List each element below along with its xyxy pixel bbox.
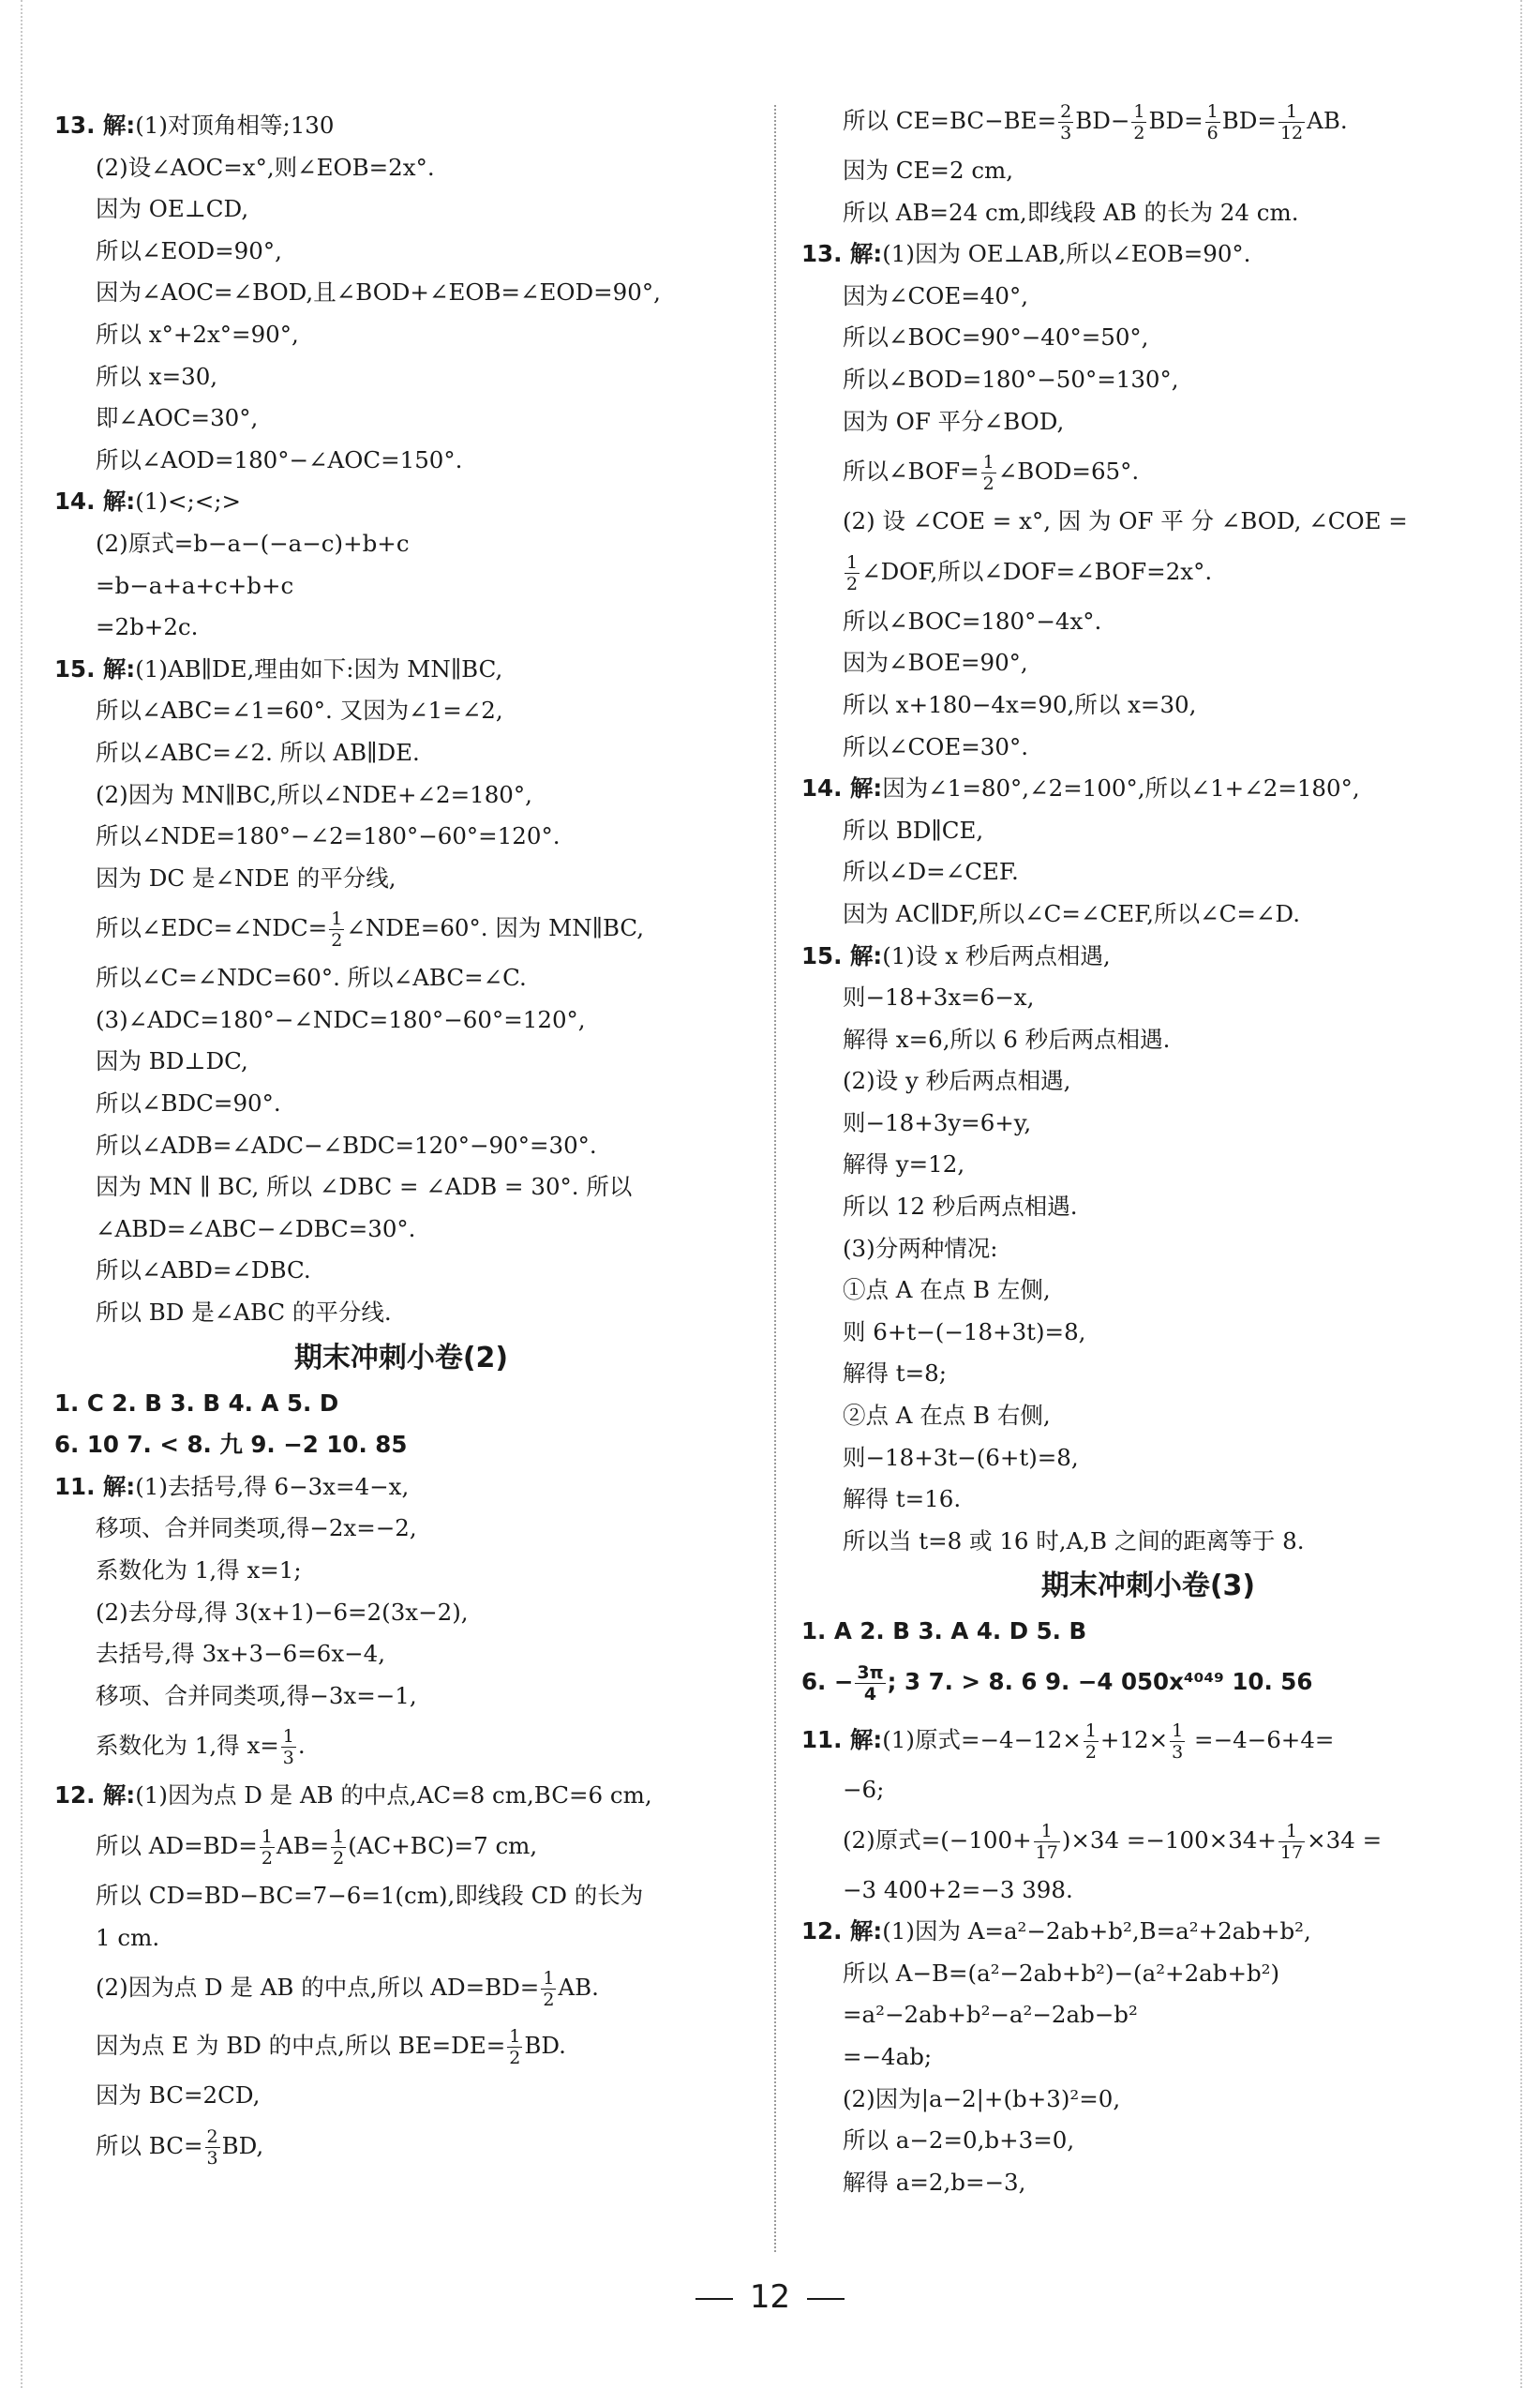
text: 所以 AD=BD=: [96, 1831, 258, 1859]
text-line: 移项、合并同类项,得−2x=−2,: [96, 1514, 417, 1542]
numerator: 2: [206, 2125, 218, 2147]
choice-answers: 1. C 2. B 3. B 4. A 5. D: [54, 1389, 339, 1417]
text: ∠NDE=60°. 因为 MN∥BC,: [346, 914, 645, 942]
q15-line: [801, 936, 1495, 978]
text-line: 所以 A−B=(a²−2ab+b²)−(a²+2ab+b²): [843, 1959, 1280, 1987]
numerator: 1: [1084, 1720, 1097, 1741]
text-line: (3)分两种情况:: [843, 1234, 998, 1262]
text: (1)原式=−4−12×: [882, 1726, 1082, 1753]
numerator: 3π: [857, 1661, 884, 1683]
numerator: 1: [1034, 1821, 1060, 1842]
text-line: 所以 a−2=0,b+3=0,: [843, 2126, 1075, 2155]
q11-number: 11. 解:: [801, 1726, 883, 1753]
text: .: [297, 1732, 306, 1760]
numerator: 1: [1278, 101, 1305, 123]
fraction: [260, 1826, 275, 1869]
q12-line: [54, 1775, 748, 1817]
text-line: 所以 BD 是∠ABC 的平分线.: [96, 1299, 392, 1327]
answer-text: (1)因为 OE⊥AB,所以∠EOB=90°.: [882, 240, 1251, 268]
fraction: [1034, 1821, 1060, 1863]
q14-number: 14. 解:: [54, 488, 136, 516]
text-line: 去括号,得 3x+3−6=6x−4,: [96, 1640, 386, 1668]
q15-number: 15. 解:: [801, 941, 883, 969]
fraction: [541, 1968, 556, 2010]
fraction-line: [801, 1811, 1495, 1870]
fraction: [845, 552, 860, 594]
text-line: 因为 MN ∥ BC, 所以 ∠DBC = ∠ADB = 30°. 所以: [96, 1173, 633, 1201]
text-line: (2)设∠AOC=x°,则∠EOB=2x°.: [96, 153, 435, 181]
text-line: ∠ABD=∠ABC−∠DBC=30°.: [96, 1214, 416, 1242]
q15-number: 15. 解:: [54, 654, 136, 683]
text-line: 即∠AOC=30°,: [96, 404, 259, 432]
fraction: [205, 2126, 220, 2169]
q14-line: [801, 768, 1495, 810]
text-line: (3)∠ADC=180°−∠NDC=180°−60°=120°,: [96, 1005, 586, 1033]
text-line: 所以∠ABD=∠DBC.: [96, 1256, 311, 1284]
scan-edge-right: [1520, 0, 1522, 2388]
denominator: 3: [1060, 123, 1072, 143]
denominator: 2: [982, 473, 994, 495]
text: ; 3 7. > 8. 6 9. −4 050x⁴⁰⁴⁹ 10. 56: [887, 1668, 1313, 1695]
text: BD=: [1148, 107, 1204, 134]
text-line: 因为 OE⊥CD,: [96, 195, 249, 223]
text-line: 解得 x=6,所以 6 秒后两点相遇.: [843, 1025, 1171, 1053]
numerator: 1: [1172, 1720, 1184, 1741]
answer-text: (1)AB∥DE,理由如下:因为 MN∥BC,: [135, 654, 503, 683]
fraction-line: [54, 2017, 748, 2075]
denominator: 4: [863, 1683, 877, 1705]
text-line: 则 6+t−(−18+3t)=8,: [843, 1317, 1086, 1345]
text-line: −3 400+2=−3 398.: [843, 1875, 1073, 1903]
text-line: 因为 OF 平分∠BOD,: [843, 407, 1065, 435]
q15-solution-a: [54, 690, 748, 899]
q13-number: 13. 解:: [801, 240, 883, 268]
text-line: 因为 BC=2CD,: [96, 2081, 261, 2110]
numerator: 1: [543, 1968, 555, 1990]
numerator: 2: [1060, 101, 1072, 122]
q15-solution: [801, 977, 1495, 1562]
denominator: 3: [1172, 1742, 1184, 1763]
numerator: 1: [261, 1825, 273, 1847]
text-line: 所以 AB=24 cm,即线段 AB 的长为 24 cm.: [843, 198, 1299, 226]
text-line: (2)设 y 秒后两点相遇,: [843, 1067, 1071, 1095]
fraction: [1205, 101, 1220, 143]
text-line: 1 cm.: [96, 1923, 160, 1951]
answer-text: (1)去括号,得 6−3x=4−x,: [135, 1472, 410, 1500]
text-line: 所以∠AOD=180°−∠AOC=150°.: [96, 445, 463, 473]
text-line: 所以∠C=∠NDC=60°. 所以∠ABC=∠C.: [96, 964, 527, 992]
fraction: [1278, 101, 1305, 143]
q11-line: [801, 1711, 1495, 1769]
text-line: (2) 设 ∠COE = x°, 因 为 OF 平 分 ∠BOD, ∠COE =: [843, 507, 1408, 535]
dash: [807, 2298, 845, 2300]
text: 所以∠EDC=∠NDC=: [96, 914, 328, 942]
text: ∠BOD=65°.: [997, 458, 1140, 486]
denominator: 17: [1279, 1841, 1304, 1863]
numerator: 1: [509, 2026, 521, 2048]
fraction-line: [801, 543, 1495, 601]
text-line: 因为∠AOC=∠BOD,且∠BOD+∠EOB=∠EOD=90°,: [96, 278, 661, 307]
fraction: [1058, 101, 1073, 143]
text-line: 则−18+3t−(6+t)=8,: [843, 1443, 1079, 1471]
text-line: 解得 t=8;: [843, 1359, 948, 1388]
text: 所以 BC=: [96, 2131, 203, 2159]
denominator: 3: [206, 2147, 218, 2169]
numerator: 1: [1278, 1821, 1305, 1842]
denominator: 17: [1035, 1841, 1058, 1863]
text-line: =−4ab;: [843, 2042, 933, 2070]
numerator: 1: [1206, 101, 1219, 122]
q15-solution-b: [54, 957, 748, 1333]
text: 因为点 E 为 BD 的中点,所以 BE=DE=: [96, 2032, 506, 2060]
text: AB.: [1307, 107, 1348, 134]
text: BD.: [524, 2032, 566, 2060]
text-line: 所以∠COE=30°.: [843, 732, 1028, 760]
text-line: 所以∠NDE=180°−∠2=180°−60°=120°.: [96, 822, 561, 850]
text-line: 因为∠BOE=90°,: [843, 649, 1028, 677]
page-number: [0, 2278, 1540, 2316]
q12-continued: [801, 150, 1495, 233]
text-line: 所以当 t=8 或 16 时,A,B 之间的距离等于 8.: [843, 1526, 1305, 1554]
numerator: 1: [282, 1726, 294, 1748]
text-line: 解得 a=2,b=−3,: [843, 2168, 1026, 2196]
text: 所以 CE=BC−BE=: [843, 107, 1057, 134]
scan-edge-left: [21, 0, 22, 2388]
text: BD,: [221, 2131, 264, 2159]
text-line: (2)因为|a−2|+(b+3)²=0,: [843, 2084, 1121, 2112]
q13-line: [54, 105, 748, 147]
text: BD−: [1075, 107, 1130, 134]
fraction-line: [801, 443, 1495, 501]
fraction: [855, 1662, 885, 1705]
text-line: 所以∠BDC=90°.: [96, 1089, 281, 1118]
text-line: 所以 BD∥CE,: [843, 816, 984, 844]
fraction: [981, 452, 996, 494]
text-line: 所以∠BOC=90°−40°=50°,: [843, 323, 1149, 352]
numerator: 1: [331, 909, 343, 930]
numerator: 1: [846, 551, 859, 573]
text-line: 因为 DC 是∠NDE 的平分线,: [96, 864, 396, 892]
answer-text: (1)设 x 秒后两点相遇,: [882, 941, 1111, 969]
denominator: 12: [1279, 123, 1304, 143]
denominator: 3: [282, 1748, 294, 1769]
text-line: 则−18+3y=6+y,: [843, 1108, 1032, 1136]
fraction: [1131, 101, 1146, 143]
text-line: 所以∠BOC=180°−4x°.: [843, 607, 1102, 635]
text-line: 所以∠ABC=∠1=60°. 又因为∠1=∠2,: [96, 697, 503, 725]
q13-solution: [801, 276, 1495, 443]
text-line: 因为 AC∥DF,所以∠C=∠CEF,所以∠C=∠D.: [843, 899, 1300, 927]
text: BD=: [1221, 107, 1277, 134]
text-line: =2b+2c.: [96, 613, 199, 641]
denominator: 2: [1133, 123, 1145, 143]
right-column: [801, 101, 1495, 2203]
text-line: 因为 BD⊥DC,: [96, 1047, 248, 1075]
text-line: 则−18+3x=6−x,: [843, 984, 1035, 1012]
text-line: 所以∠ABC=∠2. 所以 AB∥DE.: [96, 738, 420, 766]
denominator: 2: [261, 1847, 273, 1869]
q11-line: [54, 1466, 748, 1509]
text-line: 所以 12 秒后两点相遇.: [843, 1193, 1078, 1221]
denominator: 2: [333, 1847, 345, 1869]
column-divider: [774, 105, 776, 2252]
fraction: [331, 1826, 346, 1869]
fraction-line: [54, 2117, 748, 2175]
fraction: [1170, 1720, 1185, 1763]
fraction: [1278, 1821, 1305, 1863]
text-line: ②点 A 在点 B 右侧,: [843, 1402, 1051, 1430]
text-line: 所以∠D=∠CEF.: [843, 858, 1019, 886]
section-title-2: 期末冲刺小卷(2): [293, 1341, 509, 1374]
text-line: 所以 CD=BD−BC=7−6=1(cm),即线段 CD 的长为: [96, 1881, 644, 1909]
dash: [695, 2298, 733, 2300]
text: )×34 =−100×34+: [1061, 1825, 1277, 1854]
denominator: 6: [1206, 123, 1219, 143]
q12-line: [801, 1911, 1495, 1953]
numerator: 1: [982, 452, 994, 473]
fraction-line: [54, 899, 748, 957]
q14-solution: [54, 523, 748, 649]
text-line: 系数化为 1,得 x=1;: [96, 1556, 302, 1584]
text: =−4−6+4=: [1187, 1726, 1335, 1753]
text: (AC+BC)=7 cm,: [348, 1831, 538, 1859]
text: 6. −: [801, 1668, 854, 1695]
q15-line: [54, 649, 748, 691]
fraction-line: [54, 1717, 748, 1775]
q14-number: 14. 解:: [801, 774, 883, 803]
denominator: 2: [543, 1990, 555, 2011]
text: 所以∠BOF=: [843, 458, 979, 486]
text-line: =b−a+a+c+b+c: [96, 571, 294, 599]
denominator: 2: [509, 2048, 521, 2069]
fraction-line: [54, 1959, 748, 2017]
q14-solution: [801, 810, 1495, 936]
denominator: 2: [331, 930, 343, 952]
text-line: (2)因为 MN∥BC,所以∠NDE+∠2=180°,: [96, 780, 532, 808]
fraction: [507, 2026, 522, 2068]
q12-number: 12. 解:: [801, 1917, 883, 1945]
text-line: 所以∠EOD=90°,: [96, 236, 282, 264]
text-line: (2)原式=b−a−(−a−c)+b+c: [96, 529, 410, 557]
numerator: 1: [333, 1825, 345, 1847]
text-line: 所以∠BOD=180°−50°=130°,: [843, 365, 1179, 393]
text: (2)因为点 D 是 AB 的中点,所以 AD=BD=: [96, 1974, 540, 2002]
fraction: [1084, 1720, 1099, 1763]
text-line: −6;: [843, 1776, 885, 1803]
text: (2)原式=(−100+: [843, 1825, 1032, 1854]
text-line: ①点 A 在点 B 左侧,: [843, 1276, 1051, 1304]
fraction: [281, 1726, 296, 1768]
answer-text: (1)因为 A=a²−2ab+b²,B=a²+2ab+b²,: [882, 1917, 1311, 1945]
q12-number: 12. 解:: [54, 1781, 136, 1810]
text-line: 因为 CE=2 cm,: [843, 157, 1014, 184]
page-number-text: 12: [749, 2278, 791, 2316]
answer-text: (1)因为点 D 是 AB 的中点,AC=8 cm,BC=6 cm,: [135, 1781, 652, 1810]
text-line: (2)去分母,得 3(x+1)−6=2(3x−2),: [96, 1598, 469, 1626]
fraction: [329, 909, 344, 951]
answer-text: (1)<;<;>: [135, 488, 242, 516]
q11-solution: [54, 1508, 748, 1717]
fill-answers: [801, 1653, 1495, 1711]
q13-solution-b: [801, 601, 1495, 768]
q14-line: [54, 481, 748, 523]
text-line: 解得 y=12,: [843, 1150, 965, 1179]
q11-number: 11. 解:: [54, 1472, 136, 1500]
answer-text: 因为∠1=80°,∠2=100°,所以∠1+∠2=180°,: [882, 774, 1360, 803]
text: AB=: [276, 1831, 330, 1859]
denominator: 2: [1084, 1742, 1097, 1763]
text-line: 所以 x+180−4x=90,所以 x=30,: [843, 690, 1197, 718]
answer-text: (1)对顶角相等;130: [135, 112, 335, 139]
denominator: 2: [846, 573, 859, 594]
text: ×34 =: [1307, 1825, 1383, 1854]
text-line: 因为∠COE=40°,: [843, 281, 1028, 309]
text-line: 所以 x=30,: [96, 362, 218, 390]
choice-answers: 1. A 2. B 3. A 4. D 5. B: [801, 1617, 1087, 1645]
text-line: 所以 x°+2x°=90°,: [96, 320, 299, 348]
numerator: 1: [1133, 101, 1145, 122]
fraction-line: [801, 92, 1495, 150]
left-column: [54, 105, 748, 2175]
q13-number: 13. 解:: [54, 112, 136, 139]
q13-solution: [54, 147, 748, 482]
q12-solution: [801, 1953, 1495, 2204]
section-title-3: 期末冲刺小卷(3): [1040, 1569, 1256, 1603]
fraction-line: [54, 1817, 748, 1875]
text-line: 解得 t=16.: [843, 1485, 962, 1513]
fill-answers: 6. 10 7. < 8. 九 9. −2 10. 85: [54, 1431, 408, 1459]
text: AB.: [558, 1974, 599, 2002]
text-line: =a²−2ab+b²−a²−2ab−b²: [843, 2001, 1138, 2029]
text: 系数化为 1,得 x=: [96, 1732, 279, 1760]
text: ∠DOF,所以∠DOF=∠BOF=2x°.: [861, 557, 1213, 585]
text-line: 所以∠ADB=∠ADC−∠BDC=120°−90°=30°.: [96, 1131, 597, 1159]
text-line: 移项、合并同类项,得−3x=−1,: [96, 1681, 417, 1709]
q13-line: [801, 233, 1495, 276]
text: +12×: [1099, 1726, 1169, 1753]
